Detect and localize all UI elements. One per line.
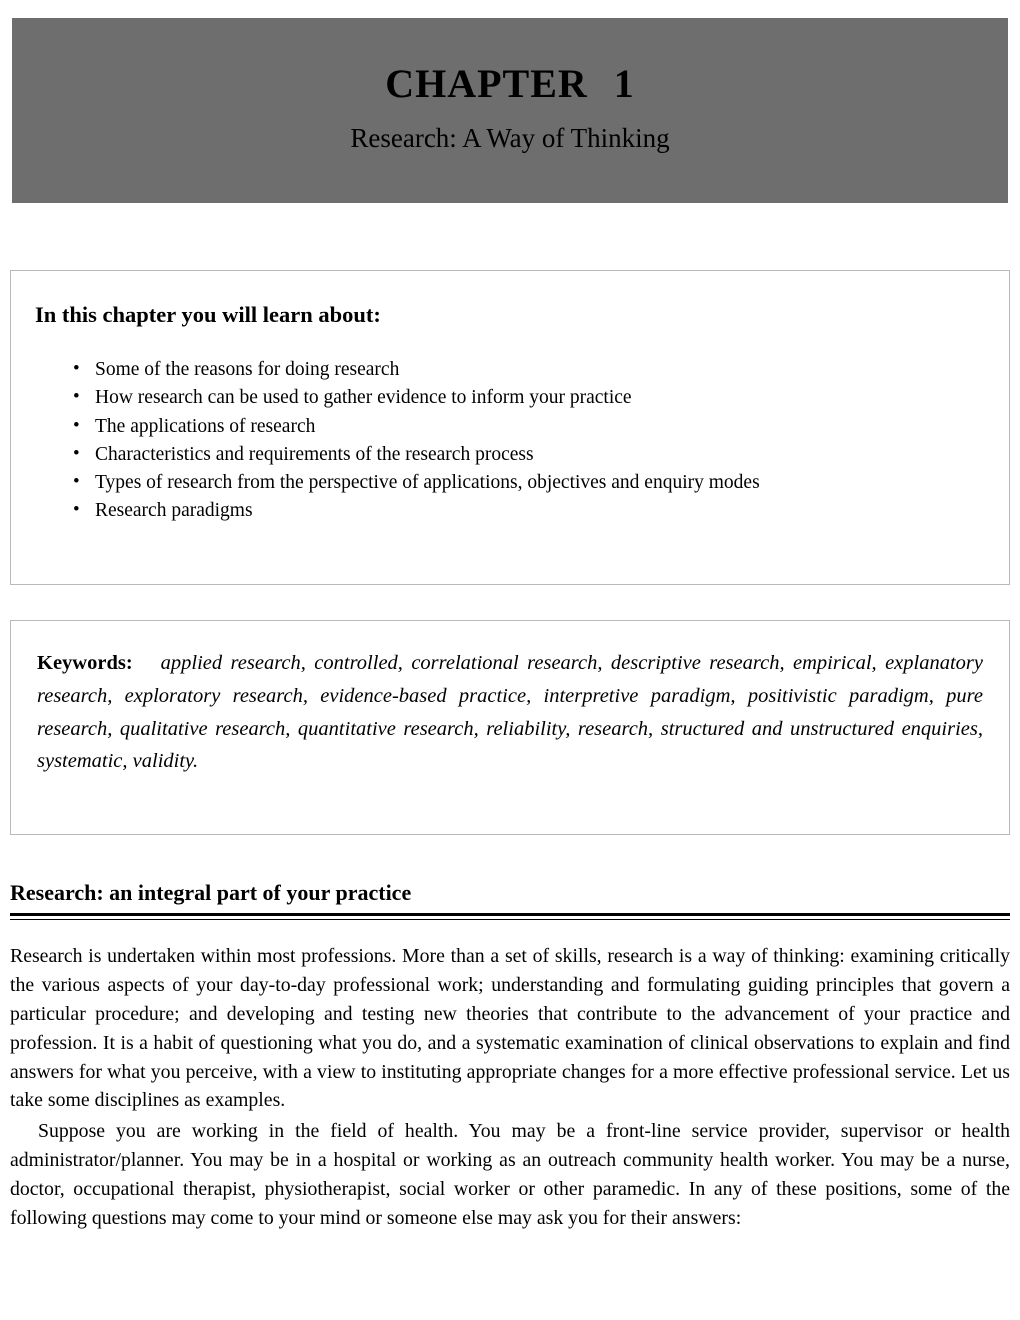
section-heading-block — [10, 880, 1010, 920]
chapter-title — [12, 18, 1008, 106]
keywords-text: applied research, controlled, correlational research, descriptive research, empirical, explanatory research, exploratory research, evidence-based practice, interpretive paradigm, positivistic paradigm, pure research, qualitative research, quantitative research, reliability, research, structured and unstructured enquiries, systematic, validity. — [37, 652, 983, 773]
list-item: • Types of research from the perspective of applications, objectives and enquiry modes — [73, 469, 1009, 497]
body-text — [10, 942, 1010, 1233]
paragraph: Research is undertaken within most professions. More than a set of skills, research is a way of thinking: examining critically the various aspects of your day-to-day professional work; understanding and formulating guiding principles that govern a particular procedure; and developing and testing new theories that contribute to the advancement of your practice and profession. It is a habit of questioning what you do, and a systematic examination of clinical observations to explain and find answers for what you perceive, with a view to instituting appropriate changes for a more effective professional service. Let us take some disciplines as examples. — [10, 945, 1010, 1112]
chapter-banner — [12, 18, 1008, 203]
section-rule-thick — [10, 913, 1010, 916]
list-item: • How research can be used to gather evidence to inform your practice — [73, 384, 1009, 412]
paragraph: Suppose you are working in the field of health. You may be a front-line service provider, supervisor or health administrator/planner. You may be in a hospital or working as an outreach community health worker. You may be a nurse, doctor, occupational therapist, physiotherapist, social worker or other paramedic. In any of these positions, some of the following questions may come to your mind or someone else may ask you for their answers: — [10, 1120, 1010, 1230]
list-item: • The applications of research — [73, 413, 1009, 441]
chapter-word: CHAPTER — [385, 61, 588, 106]
list-item: • Characteristics and requirements of the research process — [73, 441, 1009, 469]
list-item: • Some of the reasons for doing research — [73, 356, 1009, 384]
list-item: • Research paradigms — [73, 497, 1009, 525]
keywords-content — [11, 621, 1009, 778]
chapter-subtitle: Research: A Way of Thinking — [350, 123, 670, 153]
learning-objectives-heading: In this chapter you will learn about: — [35, 302, 381, 327]
learning-objectives-list — [11, 328, 1009, 526]
learning-objectives-box — [10, 270, 1010, 585]
keywords-label: Keywords: — [37, 652, 133, 674]
section-rule-thin — [10, 919, 1010, 920]
chapter-number: 1 — [613, 61, 635, 106]
section-heading: Research: an integral part of your practice — [10, 880, 412, 905]
keywords-box — [10, 620, 1010, 835]
